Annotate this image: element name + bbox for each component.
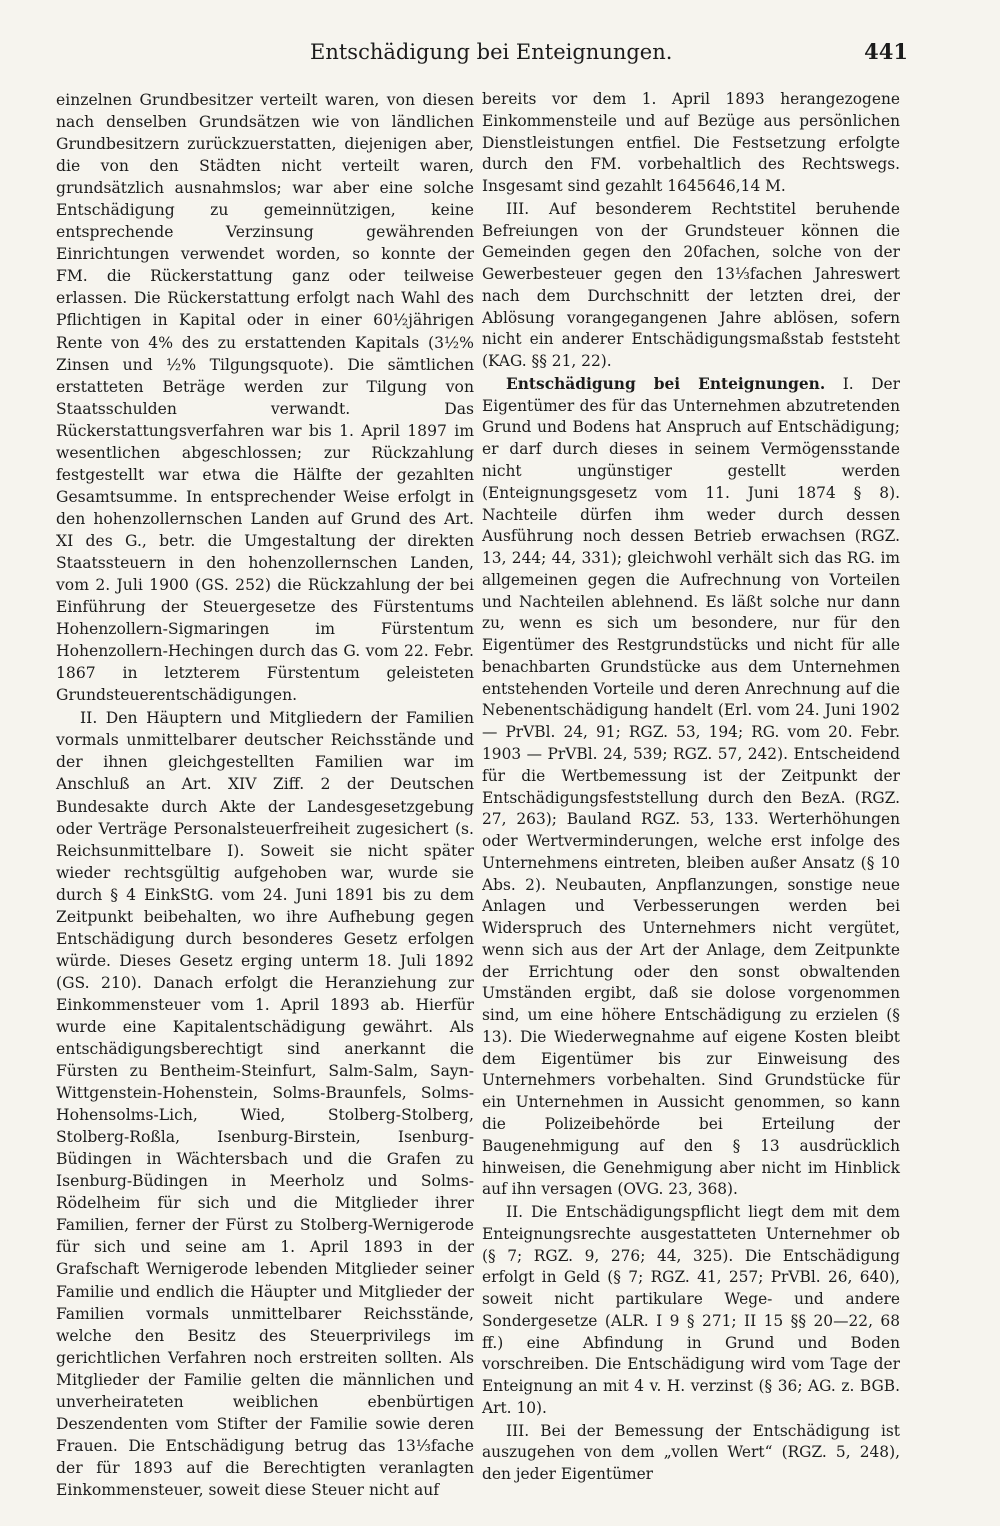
right-column <box>482 89 900 1486</box>
running-head: Entschädigung bei Enteignungen. <box>310 40 673 64</box>
section-heading: Entschädigung bei Enteignungen. <box>506 374 826 393</box>
section-text: I. Der Eigentümer des für das Unternehmen abzutretenden Grund und Bodens hat Anspruch auf Entschädigung; er darf durch dieses in seinem Vermögensstande nicht ungünstiger gestellt werden (Enteignungsgesetz vom 11. Juni 1874 § 8). Nachteile dürfen ihm weder durch dessen Ausführung noch dessen Betrieb erwachsen (RGZ. 13, 244; 44, 331); gleichwohl verhält sich das RG. im allgemeinen gegen die Aufrechnung von Vorteilen und Nachteilen ablehnend. Es läßt solche nur dann zu, wenn es sich um besondere, nur für den Eigentümer des Restgrundstücks und nicht für alle benachbarten Grundstücke aus dem Unternehmen entstehenden Vorteile und deren Anrechnung auf die Nebenentschädigung handelt (Erl. vom 24. Juni 1902 — PrVBl. 24, 91; RGZ. 53, 194; RG. vom 20. Febr. 1903 — PrVBl. 24, 539; RGZ. 57, 242). Entscheidend für die Wertbemessung ist der Zeitpunkt der Entschädigungsfeststellung durch den BezA. (RGZ. 27, 263); Bauland RGZ. 53, 133. Werterhöhungen oder Wertverminderungen, welche erst infolge des Unternehmens eintreten, bleiben außer Ansatz (§ 10 Abs. 2). Neubauten, Anpflanzungen, sonstige neue Anlagen und Verbesserungen werden bei Widerspruch des Unternehmers nicht vergütet, wenn sich aus der Art der Anlage, dem Zeitpunkte der Errichtung oder den sonst obwaltenden Umständen ergibt, daß sie dolose vorgenommen sind, um eine höhere Entschädigung zu erzielen (§ 13). Die Wiederwegnahme auf eigene Kosten bleibt dem Eigentümer bis zur Einweisung des Unternehmers vorbehalten. Sind Grundstücke für ein Unternehmen in Aussicht genommen, so kann die Polizeibehörde bei Erteilung der Baugenehmigung auf den § 13 ausdrücklich hinweisen, die Genehmigung aber nicht im Hinblick auf ihn versagen (OVG. 23, 368). <box>482 374 900 1199</box>
paragraph-right-4: II. Die Entschädigungspflicht liegt dem mit dem Enteignungsrechte ausgestatteten Unternehmer ob (§ 7; RGZ. 9, 276; 44, 325). Die Entschädigung erfolgt in Geld (§ 7; RGZ. 41, 257; PrVBl. 26, 640), soweit nicht partikulare Wege- und andere Sondergesetze (ALR. I 9 § 271; II 15 §§ 20—22, 68 ff.) eine Abfindung in Grund und Boden vorschreiben. Die Entschädigung wird vom Tage der Enteignung an mit 4 v. H. verzinst (§ 36; AG. z. BGB. Art. 10). <box>482 1203 900 1417</box>
left-column <box>56 89 474 1501</box>
section-entry-enteignungen <box>482 374 900 1201</box>
paragraph-right-1: bereits vor dem 1. April 1893 herangezogene Einkommensteile und auf Bezüge aus persönlichen Dienstleistungen entfiel. Die Festsetzung erfolgte durch den FM. vorbehaltlich des Rechtswegs. Insgesamt sind gezahlt 1645646,14 M. <box>482 90 900 196</box>
page-header <box>52 36 908 68</box>
paragraph-left-1: einzelnen Grundbesitzer verteilt waren, von diesen nach denselben Grundsätzen wie von ländlichen Grundbesitzern zurückzuerstatten, diejenigen aber, die von den Städten nicht verteilt waren, grundsätzlich ausnahmslos; war aber eine solche Entschädigung zu gemeinnützigen, keine entsprechende Verzinsung gewährenden Einrichtungen verwendet worden, so konnte der FM. die Rückerstattung ganz oder teilweise erlassen. Die Rückerstattung erfolgt nach Wahl des Pflichtigen in Kapital oder in einer 60½jährigen Rente von 4% des zu erstattenden Kapitals (3½% Zinsen und ½% Tilgungsquote). Die sämtlichen erstatteten Beträge werden zur Tilgung von Staatsschulden verwandt. Das Rückerstattungsverfahren war bis 1. April 1897 im wesentlichen abgeschlossen; zur Rückzahlung festgestellt war etwa die Hälfte der gezahlten Gesamtsumme. In entsprechender Weise erfolgt in den hohenzollernschen Landen auf Grund des Art. XI des G., betr. die Umgestaltung der direkten Staatssteuern in den hohenzollernschen Landen, vom 2. Juli 1900 (GS. 252) die Rückzahlung der bei Einführung der Steuergesetze des Fürstentums Hohenzollern-Sigmaringen im Fürstentum Hohenzollern-Hechingen durch das G. vom 22. Febr. 1867 in letzterem Fürstentum geleisteten Grundsteuerentschädigungen. <box>56 91 474 705</box>
paragraph-left-2: II. Den Häuptern und Mitgliedern der Familien vormals unmittelbarer deutscher Reichsstände und der ihnen gleichgestellten Familien war im Anschluß an Art. XIV Ziff. 2 der Deutschen Bundesakte durch Akte der Landesgesetzgebung oder Verträge Personalsteuerfreiheit zugesichert (s. Reichsunmittelbare I). Soweit sie nicht später wieder rechtsgültig aufgehoben war, wurde sie durch § 4 EinkStG. vom 24. Juni 1891 bis zu dem Zeitpunkt beibehalten, wo ihre Aufhebung gegen Entschädigung durch besonderes Gesetz erfolgen würde. Dieses Gesetz erging unterm 18. Juli 1892 (GS. 210). Danach erfolgt die Heranziehung zur Einkommensteuer vom 1. April 1893 ab. Hierfür wurde eine Kapitalentschädigung gewährt. Als entschädigungsberechtigt sind anerkannt die Fürsten zu Bentheim-Steinfurt, Salm-Salm, Sayn-Wittgenstein-Hohenstein, Solms-Braunfels, Solms-Hohensolms-Lich, Wied, Stolberg-Stolberg, Stolberg-Roßla, Isenburg-Birstein, Isenburg-Büdingen in Wächtersbach und die Grafen zu Isenburg-Büdingen in Meerholz und Solms-Rödelheim für sich und die Mitglieder ihrer Familien, ferner der Fürst zu Stolberg-Wernigerode für sich und seine am 1. April 1893 in der Grafschaft Wernigerode lebenden Mitglieder seiner Familie und endlich die Häupter und Mitglieder der Familien vormals unmittelbarer Reichsstände, welche den Besitz des Steuerprivilegs im gerichtlichen Verfahren noch erstreiten sollten. Als Mitglieder der Familie gelten die männlichen und unverheirateten weiblichen ebenbürtigen Deszendenten vom Stifter der Familie sowie deren Frauen. Die Entschädigung betrug das 13⅓fache der für 1893 auf die Berechtigten veranlagten Einkommensteuer, soweit diese Steuer nicht auf <box>56 709 474 1499</box>
paragraph-right-2: III. Auf besonderem Rechtstitel beruhende Befreiungen von der Grundsteuer können die Gemeinden gegen den 20fachen, solche von der Gewerbesteuer gegen den 13⅓fachen Jahreswert nach dem Durchschnitt der letzten drei, der Ablösung vorangegangenen Jahre ablösen, sofern nicht ein anderer Entschädigungsmaßstab feststeht (KAG. §§ 21, 22). <box>482 199 900 371</box>
paragraph-right-5: III. Bei der Bemessung der Entschädigung ist auszugehen von dem „vollen Wert“ (RGZ. 5, 248), den jeder Eigentümer <box>482 1421 900 1484</box>
page-number: 441 <box>864 39 908 64</box>
